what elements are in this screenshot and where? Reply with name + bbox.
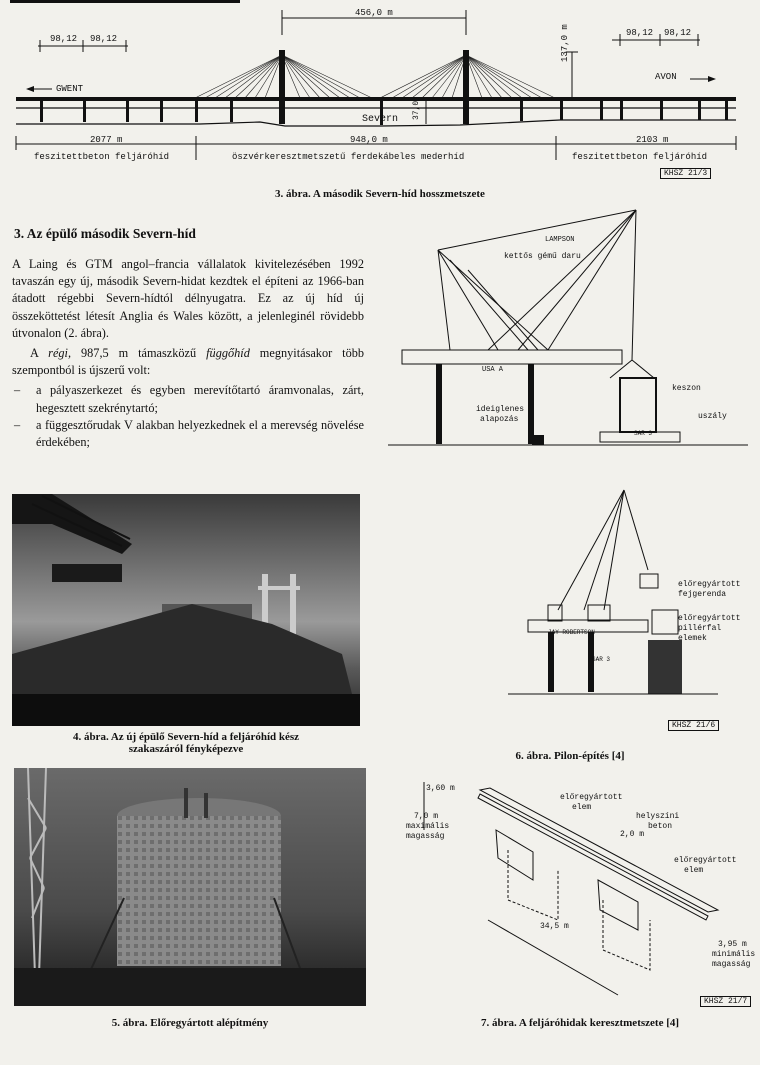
bullet-item: – a függesztőrudak V alakban helyezkednek el a merevség növelése érdekében; xyxy=(12,417,364,451)
paragraph-2: A régi, 987,5 m támaszközű függőhíd megnyitásakor több szempontból is újszerű volt: xyxy=(12,346,365,378)
fig7-h395-2: minimális xyxy=(712,950,756,959)
fig6-precast-wall-1: előregyártott xyxy=(678,614,741,623)
fig6-lampson: LAMPSON xyxy=(545,236,575,244)
fig7-h395-3: magasság xyxy=(712,960,751,969)
fig4-caption: 4. ábra. Az új épülő Severn-híd a feljáróhíd kész szakaszáról fényképezve xyxy=(72,731,300,755)
fig6-ref: KHSZ 21/6 xyxy=(668,720,719,731)
fig7-h70-1: 7,0 m xyxy=(414,812,439,821)
fig3-right-type: feszitettbeton feljáróhíd xyxy=(572,152,708,162)
fig3-right-length: 2103 m xyxy=(636,135,669,145)
fig6-usa: USA A xyxy=(482,366,504,374)
fig7-insitu-1: helyszíni xyxy=(636,812,680,821)
fig3-right-span-2: 98,12 xyxy=(664,28,692,38)
fig7-h70-3: magasság xyxy=(406,832,445,841)
section-title: 3. Az épülő második Severn-híd xyxy=(14,226,196,241)
fig3-center-length: 948,0 m xyxy=(350,135,388,145)
fig7-precast2-2: elem xyxy=(684,866,704,875)
fig7-precast2-1: előregyártott xyxy=(674,856,737,865)
section-body xyxy=(12,256,364,451)
fig7-w345: 34,5 m xyxy=(540,922,569,931)
fig3-center-type: öszvérkeresztmetszetű ferdekábeles mederhíd xyxy=(232,152,465,162)
fig6-derrick: kettős gémű daru xyxy=(504,252,581,261)
bullet-list xyxy=(12,382,364,451)
fig5-photo xyxy=(14,768,366,1006)
fig6-sar2: SAR 3 xyxy=(592,656,611,663)
fig3-main-span: 456,0 m xyxy=(355,8,393,18)
fig3-left-type: feszitettbeton feljáróhíd xyxy=(34,152,170,162)
fig7-h395-1: 3,95 m xyxy=(718,940,747,949)
fig7-precast1-1: előregyártott xyxy=(560,793,623,802)
fig6-caisson: keszon xyxy=(672,384,701,393)
fig6-precast-wall-3: elemek xyxy=(678,634,707,643)
fig3-severn-label: Severn xyxy=(362,114,399,125)
fig6-caption: 6. ábra. Pilon-építés [4] xyxy=(515,750,625,762)
fig3-left-length: 2077 m xyxy=(90,135,123,145)
fig3-right-span-1: 98,12 xyxy=(626,28,654,38)
fig6-precast-wall-2: pillérfal xyxy=(678,624,722,633)
fig6-sar: SAR 3 xyxy=(634,430,653,437)
fig6-temp-foundation-2: alapozás xyxy=(480,415,519,424)
fig3-gwent-label: GWENT xyxy=(56,84,84,94)
paragraph-1: A Laing és GTM angol–francia vállalatok kivitelezésében 1992 tavaszán egy új, második Severn-hidat kezdtek el építeni az 1966-ban átadott régebbi Severn-hídtól délnyugatra. Ez az új híd új összeköttetést létesít Anglia és Wales között, a jelenleginél rövidebb útvonalon (2. ábra). xyxy=(12,257,364,340)
fig7-w360: 3,60 m xyxy=(426,784,455,793)
fig6-barge: uszály xyxy=(698,412,727,421)
fig7-insitu-2: beton xyxy=(648,822,673,831)
fig3-pylon-height: 137,0 m xyxy=(560,24,570,62)
fig6-precast-head-1: előregyártott xyxy=(678,580,741,589)
fig3-ref: KHSZ 21/3 xyxy=(660,168,711,179)
fig6-precast-head-2: fejgerenda xyxy=(678,590,727,599)
fig3-left-span-2: 98,12 xyxy=(90,34,118,44)
fig7-ref: KHSZ 21/7 xyxy=(700,996,751,1007)
fig5-caption: 5. ábra. Előregyártott alépítmény xyxy=(111,1017,269,1029)
fig3-avon-label: AVON xyxy=(655,72,677,82)
fig7-w20: 2,0 m xyxy=(620,830,645,839)
fig4-photo xyxy=(12,494,360,726)
fig6-temp-foundation-1: ideiglenes xyxy=(476,405,525,414)
fig3-clearance: 37,0 xyxy=(412,100,421,120)
fig3-caption: 3. ábra. A második Severn-híd hosszmetszete xyxy=(275,188,485,200)
fig7-caption: 7. ábra. A feljáróhidak keresztmetszete [4] xyxy=(480,1017,680,1029)
fig3-left-span-1: 98,12 xyxy=(50,34,78,44)
fig7-h70-2: maximális xyxy=(406,822,450,831)
fig7-precast1-2: elem xyxy=(572,803,592,812)
fig6-drawing xyxy=(388,200,758,740)
fig6-jay: JAY ROBERTSON xyxy=(548,629,595,636)
bullet-item: – a pályaszerkezet és egyben merevítőtartó áramvonalas, zárt, hegesztett szekrénytartó; xyxy=(12,382,364,416)
